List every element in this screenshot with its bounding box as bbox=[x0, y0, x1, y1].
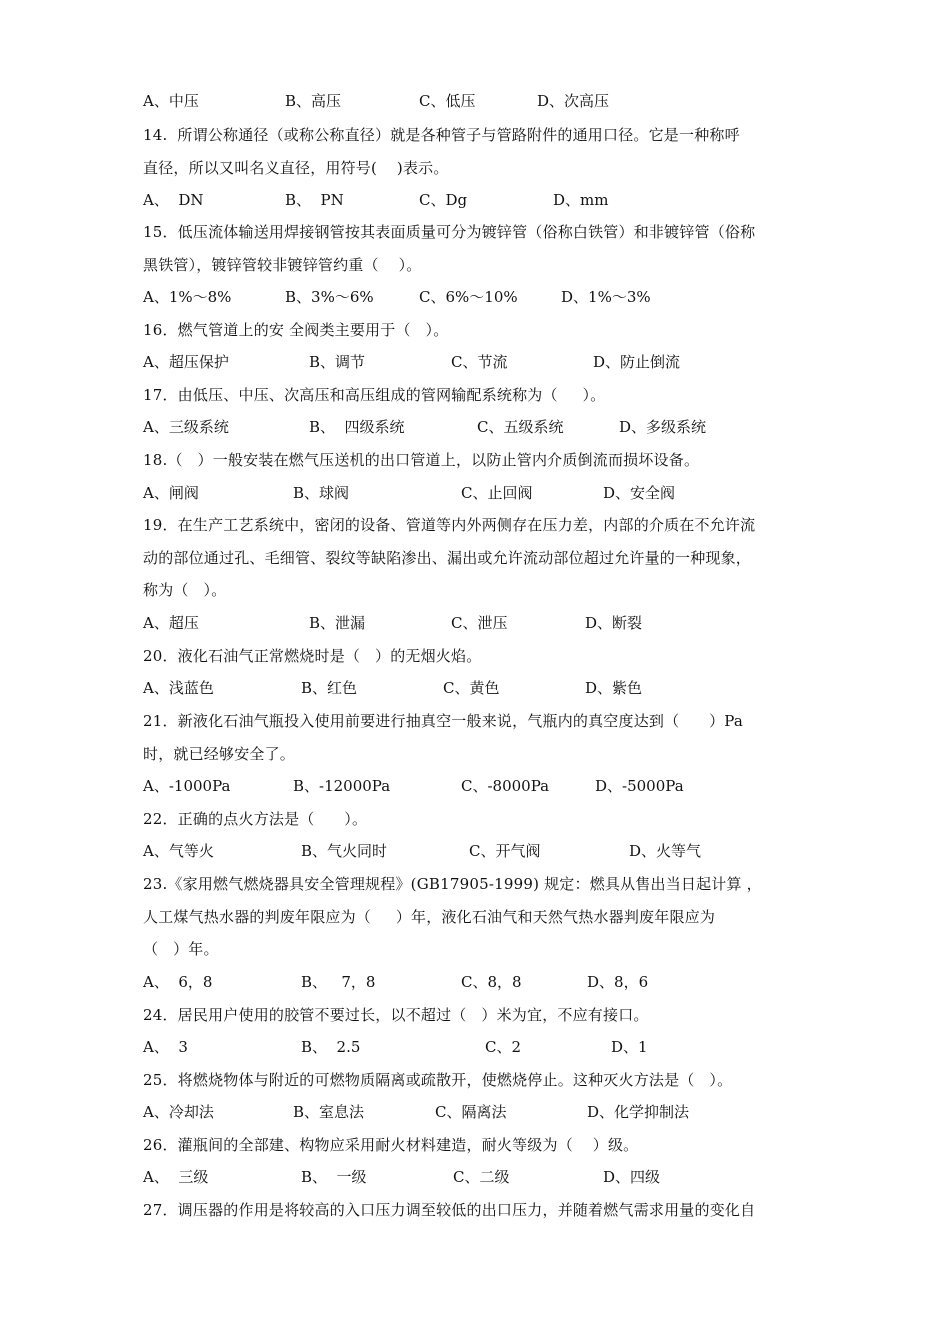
options-row bbox=[143, 1037, 823, 1057]
answer-option: C、6%～10% bbox=[419, 288, 518, 306]
answer-option: A、超压 bbox=[143, 614, 199, 632]
answer-option: B、调节 bbox=[309, 353, 366, 371]
answer-option: D、安全阀 bbox=[603, 484, 676, 502]
answer-option: A、浅蓝色 bbox=[143, 679, 214, 697]
answer-option: A、 6，8 bbox=[143, 973, 213, 991]
answer-option: D、化学抑制法 bbox=[587, 1103, 690, 1121]
options-row bbox=[143, 613, 823, 633]
answer-option: C、隔离法 bbox=[435, 1103, 507, 1121]
answer-option: D、mm bbox=[553, 191, 609, 209]
answer-option: C、低压 bbox=[419, 92, 476, 110]
answer-option: D、紫色 bbox=[585, 679, 643, 697]
answer-option: D、防止倒流 bbox=[593, 353, 681, 371]
answer-option: B、3%～6% bbox=[285, 288, 374, 306]
answer-option: B、高压 bbox=[285, 92, 342, 110]
answer-option: D、8，6 bbox=[587, 973, 649, 991]
question-line: 18.（ ）一般安装在燃气压送机的出口管道上，以防止管内介质倒流而损坏设备。 bbox=[143, 451, 700, 469]
answer-option: A、超压保护 bbox=[143, 353, 229, 371]
options-row bbox=[143, 417, 823, 437]
answer-option: A、闸阀 bbox=[143, 484, 199, 502]
options-row bbox=[143, 483, 823, 503]
answer-option: C、Dg bbox=[419, 191, 468, 209]
question-line: 直径，所以又叫名义直径，用符号( )表示。 bbox=[143, 158, 449, 177]
answer-option: B、-12000Pa bbox=[293, 777, 391, 795]
question-line: 22．正确的点火方法是（ ）。 bbox=[143, 810, 368, 828]
answer-option: C、五级系统 bbox=[477, 418, 564, 436]
question-line: 时，就已经够安全了。 bbox=[143, 744, 296, 763]
options-row bbox=[143, 190, 823, 210]
options-row bbox=[143, 1102, 823, 1122]
question-line: 人工煤气热水器的判废年限应为（ ）年，液化石油气和天然气热水器判废年限应为 bbox=[143, 907, 716, 926]
answer-option: D、火等气 bbox=[629, 842, 702, 860]
answer-option: C、泄压 bbox=[451, 614, 508, 632]
question-line: 25．将燃烧物体与附近的可燃物质隔离或疏散开，使燃烧停止。这种灭火方法是（ ）。 bbox=[143, 1071, 733, 1089]
answer-option: A、三级系统 bbox=[143, 418, 229, 436]
answer-option: B、 2.5 bbox=[301, 1038, 361, 1056]
options-row bbox=[143, 841, 823, 861]
answer-option: D、1 bbox=[611, 1038, 648, 1056]
answer-option: A、1%～8% bbox=[143, 288, 232, 306]
options-row bbox=[143, 287, 823, 307]
question-line: 14. 所谓公称通径（或称公称直径）就是各种管子与管路附件的通用口径。它是一种称呼 bbox=[143, 126, 740, 144]
question-line: 24．居民用户使用的胶管不要过长，以不超过（ ）米为宜，不应有接口。 bbox=[143, 1006, 649, 1024]
answer-option: D、1%～3% bbox=[561, 288, 651, 306]
answer-option: C、8，8 bbox=[461, 973, 522, 991]
answer-option: D、四级 bbox=[603, 1168, 661, 1186]
question-line: 称为（ ）。 bbox=[143, 581, 227, 599]
question-line: 23.《家用燃气燃烧器具安全管理规程》(GB17905-1999) 规定：燃具从售出当日起计算 ， bbox=[143, 875, 762, 893]
options-row bbox=[143, 352, 823, 372]
answer-option: C、开气阀 bbox=[469, 842, 541, 860]
answer-option: B、 一级 bbox=[301, 1168, 367, 1186]
options-row bbox=[143, 972, 823, 992]
answer-option: B、气火同时 bbox=[301, 842, 388, 860]
question-line: 27．调压器的作用是将较高的入口压力调至较低的出口压力，并随着燃气需求用量的变化自 bbox=[143, 1201, 756, 1219]
answer-option: C、2 bbox=[485, 1038, 522, 1056]
question-line: 15．低压流体输送用焊接钢管按其表面质量可分为镀锌管（俗称白铁管）和非镀锌管（俗称 bbox=[143, 223, 756, 241]
answer-option: C、-8000Pa bbox=[461, 777, 550, 795]
question-line: 21．新液化石油气瓶投入使用前要进行抽真空一般来说，气瓶内的真空度达到（ ）Pa bbox=[143, 712, 744, 730]
answer-option: C、止回阀 bbox=[461, 484, 533, 502]
answer-option: D、断裂 bbox=[585, 614, 643, 632]
answer-option: B、红色 bbox=[301, 679, 358, 697]
answer-option: C、二级 bbox=[453, 1168, 510, 1186]
answer-option: D、多级系统 bbox=[619, 418, 707, 436]
question-line: 黑铁管），镀锌管较非镀锌管约重（ ）。 bbox=[143, 255, 422, 274]
answer-option: D、-5000Pa bbox=[595, 777, 684, 795]
answer-option: C、黄色 bbox=[443, 679, 500, 697]
question-line: 17．由低压、中压、次高压和高压组成的管网输配系统称为（ ）。 bbox=[143, 386, 606, 404]
question-line: （ ）年。 bbox=[143, 940, 219, 958]
question-line: 19．在生产工艺系统中，密闭的设备、管道等内外两侧存在压力差，内部的介质在不允许流 bbox=[143, 516, 756, 534]
options-row bbox=[143, 1167, 823, 1187]
options-row bbox=[143, 678, 823, 698]
answer-option: B、 PN bbox=[285, 191, 344, 209]
question-line: 20．液化石油气正常燃烧时是（ ）的无烟火焰。 bbox=[143, 647, 482, 665]
answer-option: A、 3 bbox=[143, 1038, 188, 1056]
answer-option: B、球阀 bbox=[293, 484, 350, 502]
answer-option: C、节流 bbox=[451, 353, 508, 371]
answer-option: A、 三级 bbox=[143, 1168, 209, 1186]
options-row bbox=[143, 776, 823, 796]
answer-option: A、 DN bbox=[143, 191, 204, 209]
answer-option: A、冷却法 bbox=[143, 1103, 214, 1121]
answer-option: B、 四级系统 bbox=[309, 418, 405, 436]
answer-option: A、气等火 bbox=[143, 842, 214, 860]
answer-option: B、室息法 bbox=[293, 1103, 365, 1121]
question-line: 26．灌瓶间的全部建、构物应采用耐火材料建造，耐火等级为（ ）级。 bbox=[143, 1136, 639, 1154]
answer-option: A、-1000Pa bbox=[143, 777, 231, 795]
answer-option: B、泄漏 bbox=[309, 614, 366, 632]
answer-option: D、次高压 bbox=[537, 92, 610, 110]
answer-option: B、 7，8 bbox=[301, 973, 376, 991]
question-line: 16．燃气管道上的安 全阀类主要用于（ ）。 bbox=[143, 321, 449, 339]
question-line: 动的部位通过孔、毛细管、裂纹等缺陷渗出、漏出或允许流动部位超过允许量的一种现象， bbox=[143, 548, 752, 567]
options-row bbox=[143, 91, 823, 111]
answer-option: A、中压 bbox=[143, 92, 199, 110]
